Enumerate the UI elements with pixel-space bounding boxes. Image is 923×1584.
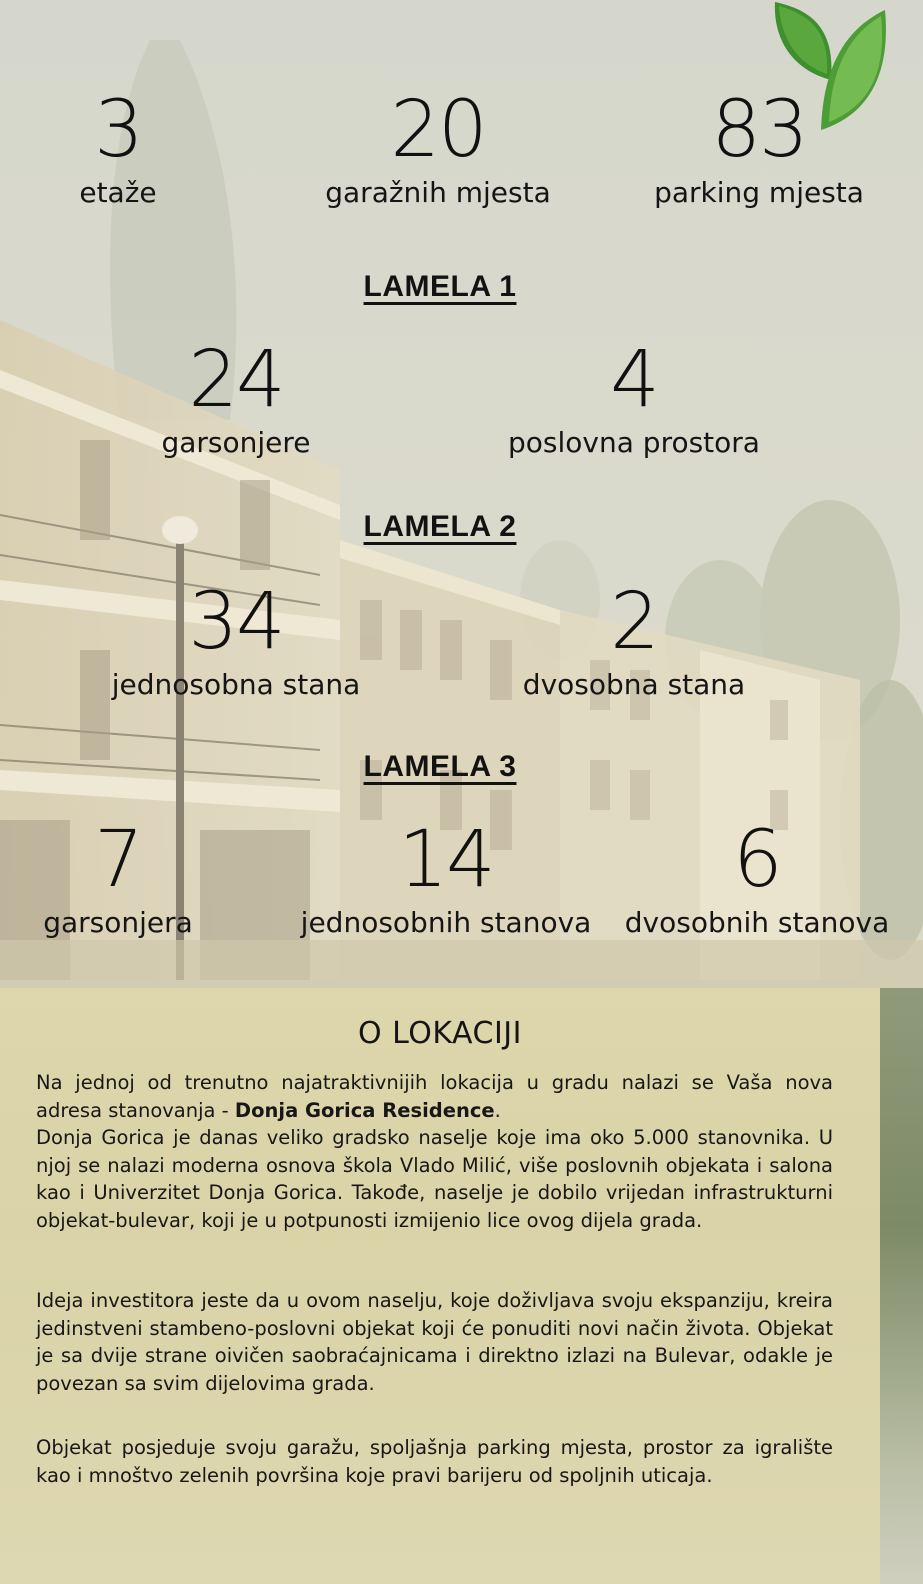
stat-number: 24: [188, 335, 284, 425]
stat-number: 2: [610, 577, 658, 667]
location-title: O LOKACIJI: [357, 1016, 523, 1051]
paragraph-text: Na jednoj od trenutno najatraktivnijih lokacija u gradu nalazi se Vaša nova adresa stanovanja -: [36, 1071, 833, 1122]
stat-number: 4: [610, 335, 658, 425]
stat-lamela3-one-bedroom: [286, 815, 606, 940]
stat-number: 83: [711, 85, 807, 175]
stat-lamela3-two-bedroom: [597, 815, 917, 940]
stat-label: garsonjera: [43, 906, 193, 939]
stat-label: parking mjesta: [654, 176, 864, 209]
stat-lamela2-two-bedroom: [474, 577, 794, 702]
stat-number: 14: [398, 815, 494, 905]
stat-number: 7: [94, 815, 142, 905]
paragraph-text: Donja Gorica je danas veliko gradsko naselje koje ima oko 5.000 stanovnika. U njoj se nalazi moderna osnova škola Vlado Milić, više poslovnih objekata i salona kao i Univerzitet Donja Gorica. Takođe, naselje je dobilo vrijedan infrastrukturni objekat-bulevar, koji je u potpunosti izmijenio lice ovog dijela grada.: [36, 1126, 833, 1232]
stat-number: 20: [390, 85, 486, 175]
stat-lamela3-studios: [0, 815, 278, 940]
paragraph-text: .: [494, 1098, 501, 1122]
stat-number: 6: [733, 815, 781, 905]
stat-label: poslovna prostora: [508, 426, 760, 459]
stat-lamela2-one-bedroom: [76, 577, 396, 702]
stat-number: 3: [94, 85, 142, 175]
stat-garage-spaces: [278, 85, 598, 210]
stat-number: 34: [188, 577, 284, 667]
lamela-1-heading: LAMELA 1: [363, 270, 517, 303]
stat-label: jednosobna stana: [111, 668, 361, 701]
stat-floors: [0, 85, 278, 210]
stat-lamela1-studios: [76, 335, 396, 460]
stat-label: jednosobnih stanova: [300, 906, 592, 939]
location-paragraph-1: [36, 1069, 833, 1234]
lamela-2-heading: LAMELA 2: [363, 510, 517, 543]
stat-label: dvosobna stana: [522, 668, 746, 701]
stat-label: etaže: [79, 176, 157, 209]
lamela-3-heading: LAMELA 3: [363, 750, 517, 783]
stat-label: dvosobnih stanova: [624, 906, 890, 939]
stat-lamela1-business: [474, 335, 794, 460]
grass-strip: [880, 988, 923, 1584]
stat-label: garsonjere: [161, 426, 311, 459]
stat-label: garažnih mjesta: [325, 176, 551, 209]
residence-name: Donja Gorica Residence: [234, 1098, 495, 1122]
stat-parking-spaces: [599, 85, 919, 210]
location-paragraph-2: Ideja investitora jeste da u ovom naselju, koje doživljava svoju ekspanziju, kreira jedinstveni stambeno-poslovni objekat koji će ponuditi novi način života. Objekat je sa dvije strane oivičen saobraćajnicama i direktno izlazi na Bulevar, odakle je povezan sa svim dijelovima grada.: [36, 1289, 833, 1395]
location-paragraph-3: Objekat posjeduje svoju garažu, spoljašnja parking mjesta, prostor za igralište kao i mnoštvo zelenih površina koje pravi barijeru od spoljnih uticaja.: [36, 1436, 833, 1487]
